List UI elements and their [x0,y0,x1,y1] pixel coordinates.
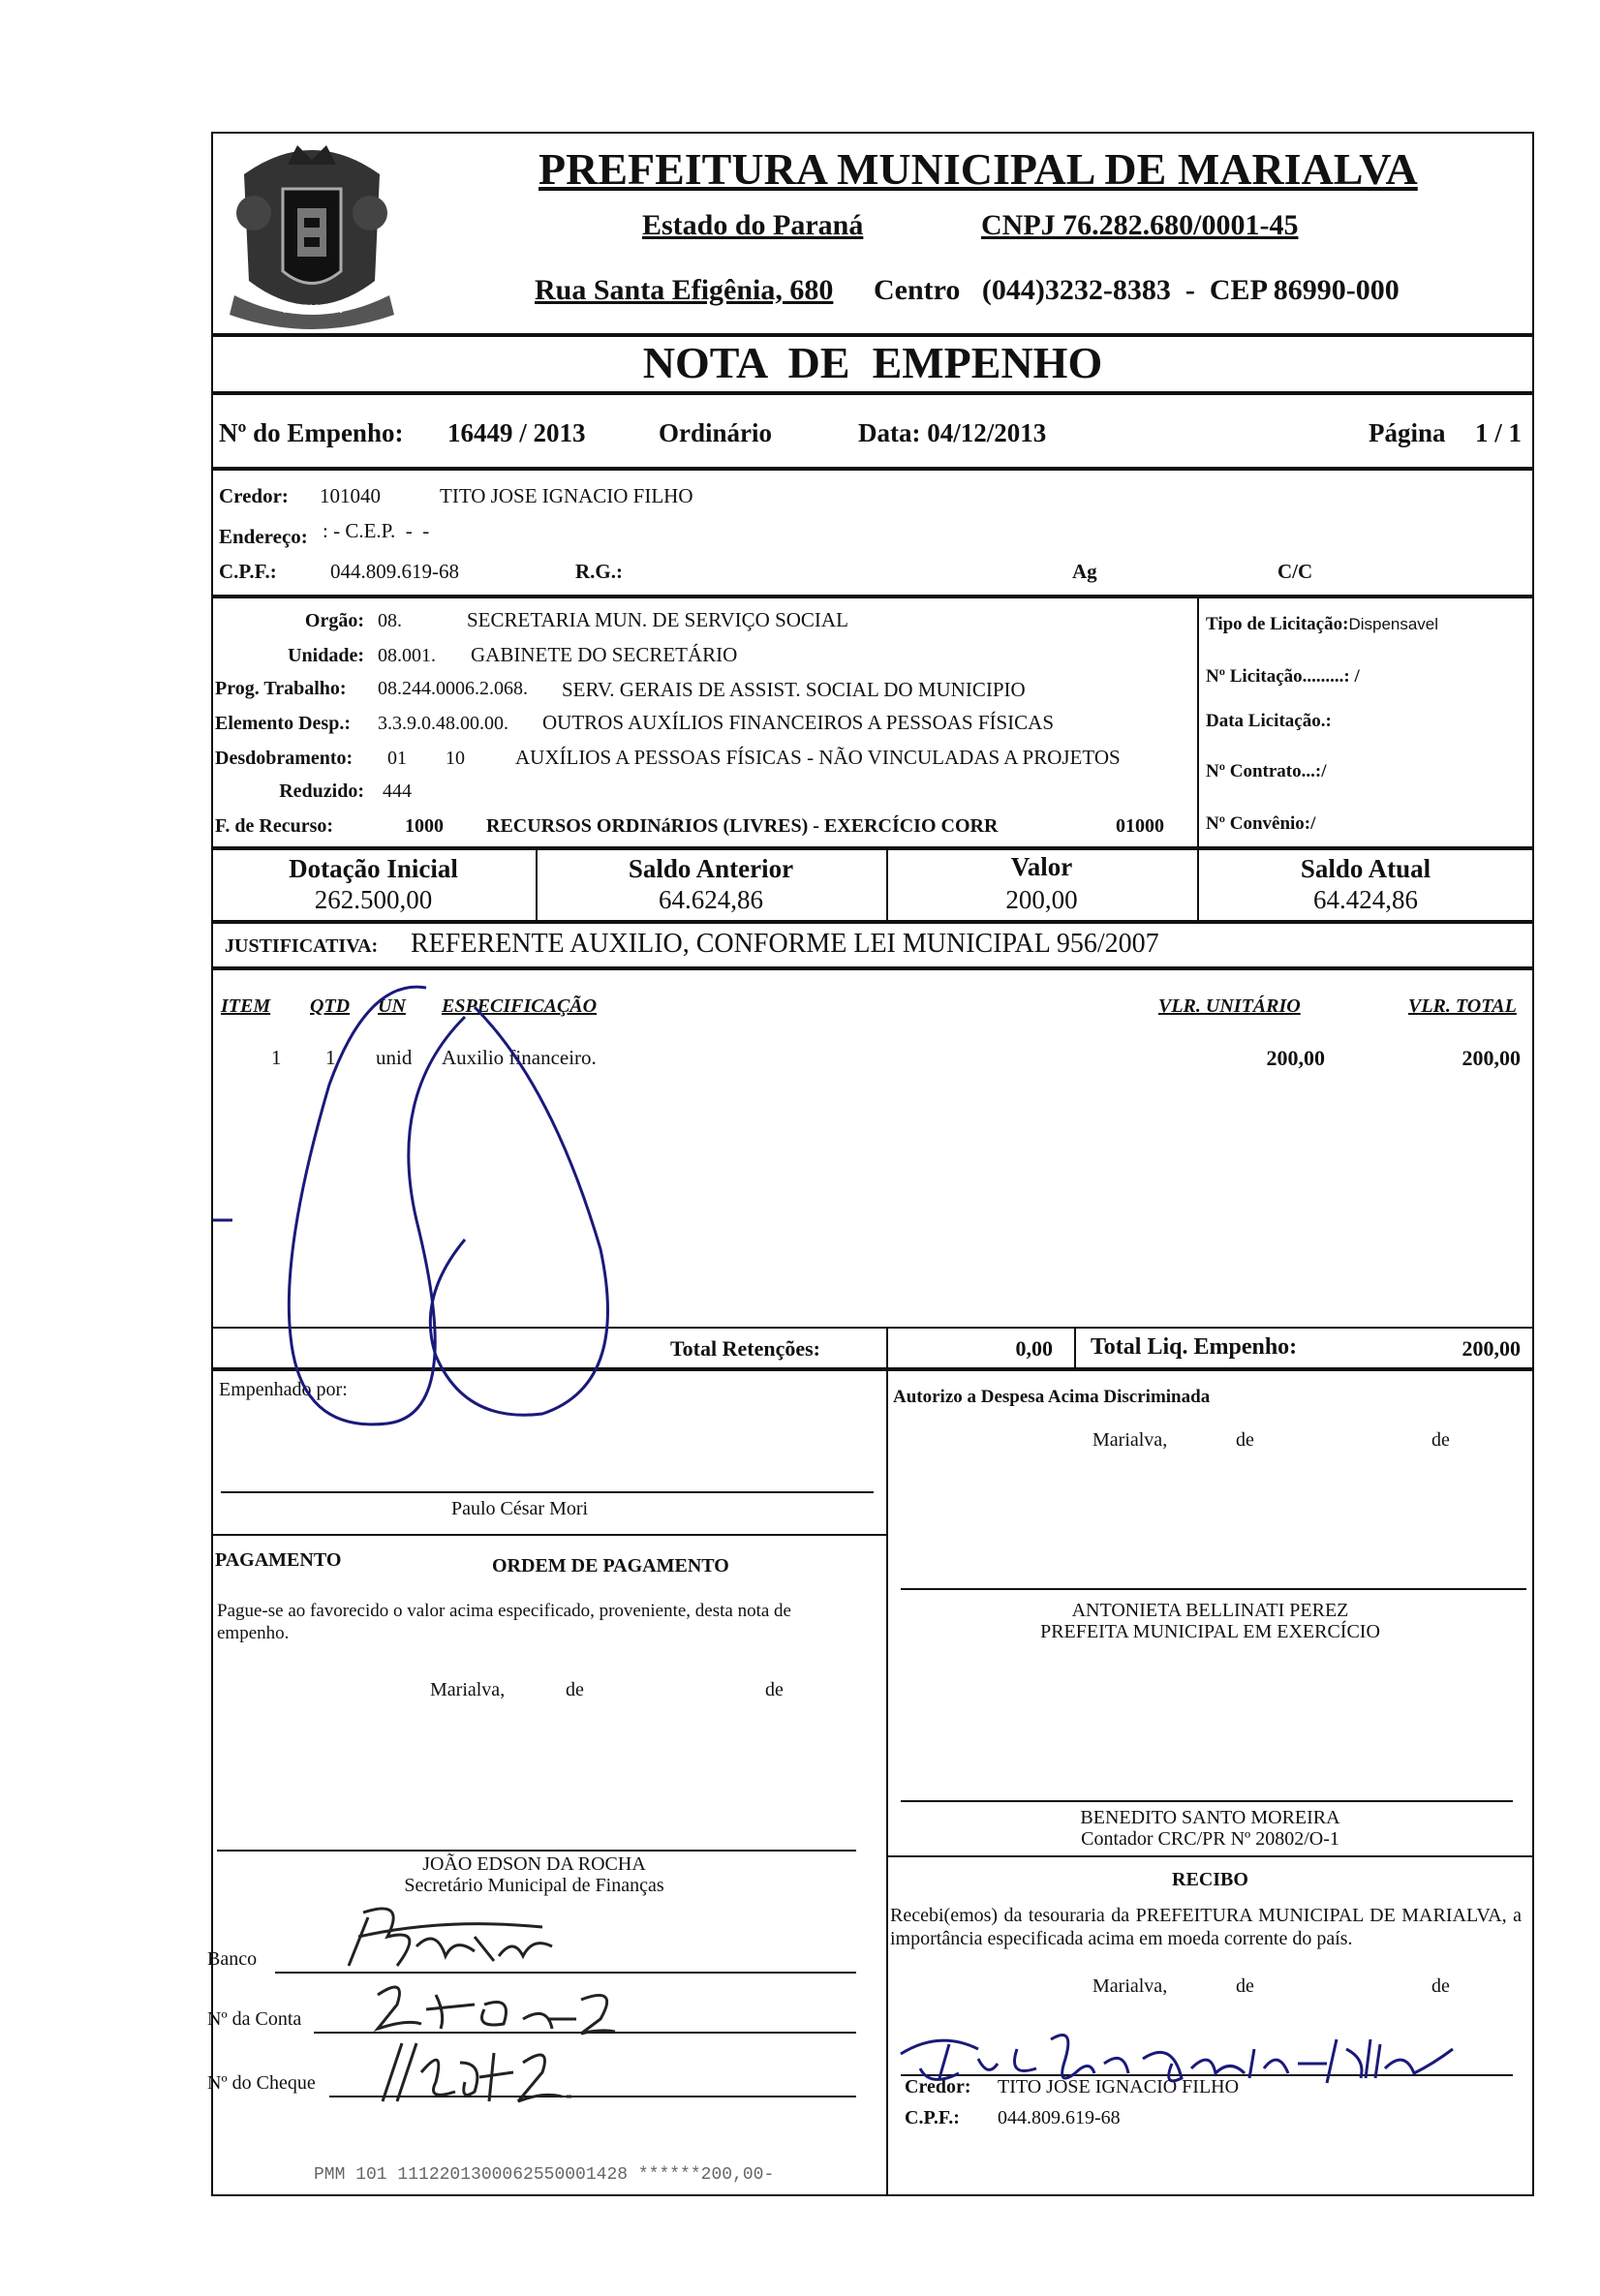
recibo-de-2: de [1431,1975,1450,1997]
empenho-date: Data: 04/12/2013 [858,418,1047,447]
licitacao-contrato: Nº Contrato...:/ [1206,761,1327,781]
autorizo-signer-name: ANTONIETA BELLINATI PEREZ [1071,1600,1349,1621]
recurso-label: F. de Recurso: [215,815,334,837]
autorizo-label: Autorizo a Despesa Acima Discriminada [893,1387,1211,1407]
justificativa-text: REFERENTE AUXILIO, CONFORME LEI MUNICIPAL 956/2007 [411,929,1159,959]
conta-label: Nº da Conta [207,2008,302,2030]
contador-name: BENEDITO SANTO MOREIRA [1080,1807,1340,1828]
unidade-label: Unidade: [288,645,364,666]
reduzido-value: 444 [383,781,412,802]
state-name: Estado do Paraná [642,209,864,241]
row-item: 1 [271,1046,282,1069]
endereco-value: : - C.E.P. - - [323,519,430,542]
recibo-text: Recebi(emos) da tesouraria da PREFEITURA MUNICIPAL DE MARIALVA, a importância especificada acima em moeda corrente do país. [890,1905,1522,1949]
valor-value: 200,00 [1005,885,1078,914]
empenhado-signature-line [221,1491,874,1493]
autorizo-de-1: de [1236,1429,1254,1451]
recurso-desc: RECURSOS ORDINáRIOS (LIVRES) - EXERCÍCIO CORR [486,815,999,837]
ordem-pagamento: ORDEM DE PAGAMENTO [492,1555,729,1577]
street-address: Rua Santa Efigênia, 680 [535,274,834,306]
rg-label: R.G.: [575,560,623,583]
recibo-top-border [886,1855,1534,1857]
licitacao-numero: Nº Licitação.........: / [1206,666,1360,687]
credor-label: Credor: [219,484,289,507]
saldo-anterior-value: 64.624,86 [659,885,763,914]
empenho-number-label: Nº do Empenho: [219,418,404,447]
col-un-header: UN [378,995,406,1017]
retencoes-label: Total Retenções: [670,1336,820,1361]
ag-label: Ag [1072,560,1097,583]
empenhado-bottom-border [211,1534,886,1536]
prog-desc: SERV. GERAIS DE ASSIST. SOCIAL DO MUNICIPIO [562,678,1026,701]
credor-name: TITO JOSE IGNACIO FILHO [440,484,693,507]
cc-label: C/C [1277,560,1313,583]
page-label: Página [1369,418,1446,447]
unidade-desc: GABINETE DO SECRETÁRIO [471,643,738,666]
municipality-title: PREFEITURA MUNICIPAL DE MARIALVA [538,144,1418,194]
autorizo-de-2: de [1431,1429,1450,1451]
orgao-code: 08. [378,610,402,631]
pagamento-signer-title: Secretário Municipal de Finanças [404,1875,664,1896]
recurso-code: 1000 [405,815,444,837]
autorizo-place: Marialva, [1092,1429,1168,1451]
row-un: unid [376,1046,413,1069]
licitacao-convenio: Nº Convênio:/ [1206,813,1316,834]
cheque-handwriting [368,2034,620,2111]
pagamento-de-1: de [566,1679,584,1700]
col-item-header: ITEM [221,995,271,1017]
cheque-label: Nº do Cheque [207,2072,316,2094]
document-title: NOTA DE EMPENHO [642,338,1103,387]
recibo-cpf-label: C.P.F.: [905,2107,960,2128]
licitacao-tipo-label: Tipo de Licitação: [1206,614,1349,634]
desdobramento-desc: AUXÍLIOS A PESSOAS FÍSICAS - NÃO VINCULADAS A PROJETOS [515,746,1121,769]
saldo-anterior-label: Saldo Anterior [628,854,794,883]
endereco-label: Endereço: [219,525,308,548]
pagamento-signer-name: JOÃO EDSON DA ROCHA [422,1853,646,1875]
retencoes-value: 0,00 [1015,1336,1053,1361]
rubric-mark [174,930,678,1433]
empenho-number: 16449 / 2013 [447,418,586,447]
footer-code-text: PMM 101 1112201300062550001428 ******200,00- [314,2165,775,2185]
cnpj: CNPJ 76.282.680/0001-45 [981,209,1299,241]
elemento-desc: OUTROS AUXÍLIOS FINANCEIROS A PESSOAS FÍSICAS [542,711,1055,734]
contador-title: Contador CRC/PR Nº 20802/O-1 [1081,1828,1339,1850]
address-details: Centro (044)3232-8383 - CEP 86990-000 [874,274,1400,306]
row-qtd: 1 [325,1046,336,1069]
page-value: 1 / 1 [1475,418,1523,447]
autorizo-signer-title: PREFEITA MUNICIPAL EM EXERCÍCIO [1040,1621,1380,1642]
totals-divider-2 [1074,1327,1076,1371]
recurso-code-2: 01000 [1116,815,1164,837]
col-qtd-header: QTD [310,995,351,1017]
contador-signature-line [901,1800,1513,1802]
recibo-de-1: de [1236,1975,1254,1997]
cpf-value: 044.809.619-68 [330,560,459,583]
licitacao-data: Data Licitação.: [1206,711,1332,731]
col-espec-header: ESPECIFICAÇÃO [442,995,598,1017]
crest-text: MARIALVA [283,302,343,316]
row-vlr-total: 200,00 [1462,1046,1521,1070]
col-vlr-unit-header: VLR. UNITÁRIO [1158,995,1301,1017]
saldo-atual-label: Saldo Atual [1300,854,1431,883]
licitacao-tipo [1206,614,1438,635]
empenhado-label: Empenhado por: [219,1379,348,1400]
credor-code: 101040 [320,484,381,507]
municipal-crest [215,136,409,334]
banco-handwriting [329,1898,562,1975]
row-espec: Auxilio financeiro. [442,1046,597,1069]
pagamento-text: Pague-se ao favorecido o valor acima especificado, proveniente, desta nota de empenho. [217,1601,791,1643]
prog-label: Prog. Trabalho: [215,678,347,699]
justificativa-label: JUSTIFICATIVA: [225,935,379,957]
dotacao-label: Dotação Inicial [289,854,458,883]
recibo-cpf-value: 044.809.619-68 [998,2107,1121,2128]
recibo-credor-label: Credor: [905,2076,971,2097]
desdobramento-code-1: 01 [387,748,407,769]
liq-label: Total Liq. Empenho: [1091,1334,1298,1360]
orgao-desc: SECRETARIA MUN. DE SERVIÇO SOCIAL [467,608,848,631]
liq-value: 200,00 [1462,1336,1521,1361]
pagamento-label: PAGAMENTO [215,1549,342,1571]
recibo-title: RECIBO [1172,1869,1248,1890]
footer-code [314,2159,798,2189]
valor-label: Valor [1010,852,1073,881]
elemento-code: 3.3.9.0.48.00.00. [378,713,508,734]
saldo-atual-value: 64.424,86 [1313,885,1418,914]
unidade-code: 08.001. [378,645,436,666]
dotacao-value: 262.500,00 [314,885,433,914]
autorizo-signature-line [901,1588,1526,1590]
cpf-label: C.P.F.: [219,560,277,583]
pagamento-de-2: de [765,1679,784,1700]
row-vlr-unit: 200,00 [1266,1046,1325,1070]
pagamento-place: Marialva, [430,1679,506,1700]
desdobramento-label: Desdobramento: [215,748,354,769]
empenhado-name: Paulo César Mori [451,1498,589,1519]
recibo-credor-name: TITO JOSE IGNACIO FILHO [998,2076,1240,2097]
elemento-label: Elemento Desp.: [215,713,351,734]
pagamento-signature-line [217,1850,856,1852]
empenho-type: Ordinário [659,418,773,447]
banco-label: Banco [207,1948,258,1970]
recibo-place: Marialva, [1092,1975,1168,1997]
orgao-label: Orgão: [304,610,364,631]
reduzido-label: Reduzido: [279,781,364,802]
licitacao-tipo-value: Dispensavel [1348,615,1439,633]
col-vlr-total-header: VLR. TOTAL [1408,995,1517,1017]
prog-code: 08.244.0006.2.068. [378,678,528,699]
licitacao-divider [1197,595,1199,850]
desdobramento-code-2: 10 [446,748,465,769]
recipient-signature [881,2020,1462,2097]
